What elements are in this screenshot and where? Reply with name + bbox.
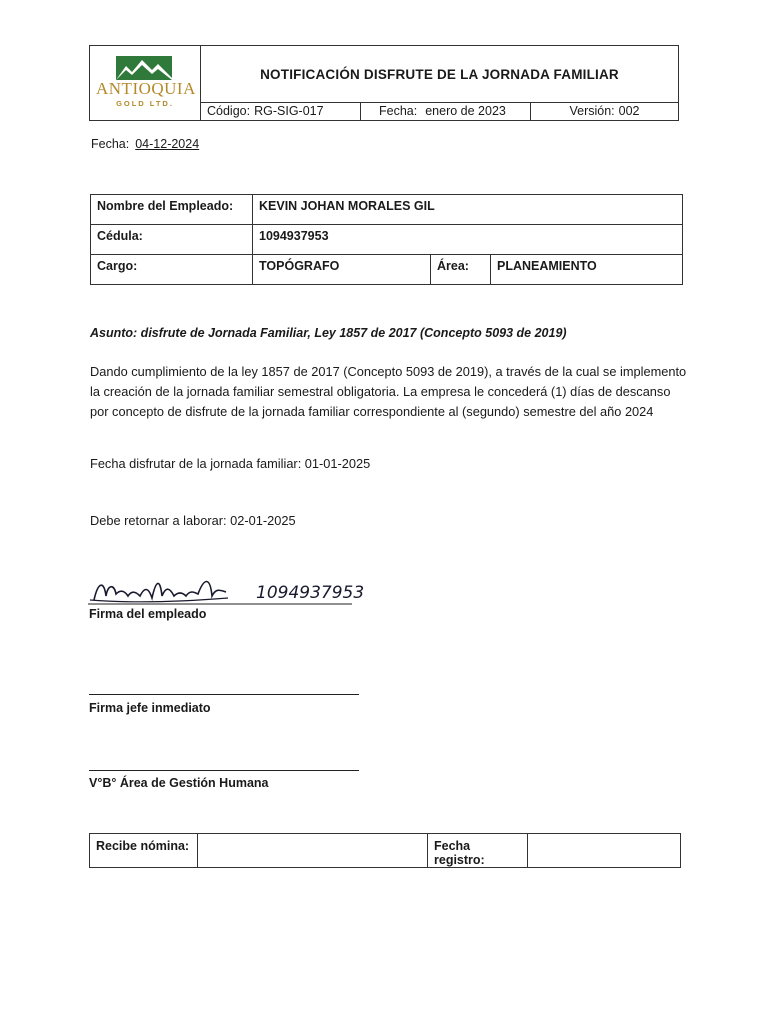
registro-label: Fecha registro: (428, 834, 528, 868)
code-value: RG-SIG-017 (254, 104, 324, 118)
version-label: Versión: (569, 104, 615, 118)
employee-name-label: Nombre del Empleado: (91, 195, 253, 225)
gh-signature-label: V°B° Área de Gestión Humana (89, 776, 269, 790)
document-header (89, 45, 679, 121)
code-cell (201, 102, 361, 120)
cargo-label: Cargo: (91, 255, 253, 285)
recibe-label: Recibe nómina: (90, 834, 198, 868)
payroll-table (89, 833, 681, 868)
employee-table (90, 194, 683, 285)
leave-date: Fecha disfrutar de la jornada familiar: 01-01-2025 (90, 456, 371, 471)
table-row (91, 195, 683, 225)
date-value: 04-12-2024 (135, 137, 200, 151)
header-date-cell (361, 102, 531, 120)
jefe-signature-line (89, 694, 359, 695)
gh-signature-line (89, 770, 359, 771)
version-value: 002 (618, 104, 640, 118)
employee-signature (88, 570, 368, 610)
header-date-label: Fecha: (379, 104, 418, 118)
version-cell (531, 102, 678, 120)
area-label: Área: (431, 255, 491, 285)
logo-wordmark: ANTIOQUIA (96, 79, 196, 98)
body-paragraph: Dando cumplimiento de la ley 1857 de 2017 (Concepto 5093 de 2019), a través de la cual se implemento la creación de la jornada familiar semestral obligatoria. La empresa le concederá (1) días de descanso por concepto de disfrute de la jornada familiar correspondiente al (segundo) semestre del año 2024 (90, 364, 687, 419)
cedula-label: Cédula: (91, 225, 253, 255)
employee-signature-label: Firma del empleado (89, 607, 207, 621)
area-value: PLANEAMIENTO (491, 255, 683, 285)
cedula-value: 1094937953 (253, 225, 683, 255)
code-label: Código: (207, 104, 251, 118)
table-row (91, 225, 683, 255)
company-logo (90, 46, 201, 120)
document-title: NOTIFICACIÓN DISFRUTE DE LA JORNADA FAMILIAR (201, 46, 678, 103)
employee-name-value: KEVIN JOHAN MORALES GIL (253, 195, 683, 225)
table-row (91, 255, 683, 285)
subject-line: Asunto: disfrute de Jornada Familiar, Ley 1857 de 2017 (Concepto 5093 de 2019) (90, 326, 567, 340)
notification-date (91, 137, 199, 151)
header-date-value: enero de 2023 (425, 104, 506, 118)
signature-number: 1094937953 (256, 583, 365, 603)
table-row (90, 834, 681, 868)
date-label: Fecha: (91, 137, 130, 151)
jefe-signature-label: Firma jefe inmediato (89, 701, 211, 715)
mountains-icon (116, 56, 172, 80)
recibe-field[interactable] (198, 834, 428, 868)
registro-field[interactable] (528, 834, 681, 868)
cargo-value: TOPÓGRAFO (253, 255, 431, 285)
return-date: Debe retornar a laborar: 02-01-2025 (90, 513, 296, 528)
logo-subtitle: GOLD LTD. (116, 99, 174, 108)
